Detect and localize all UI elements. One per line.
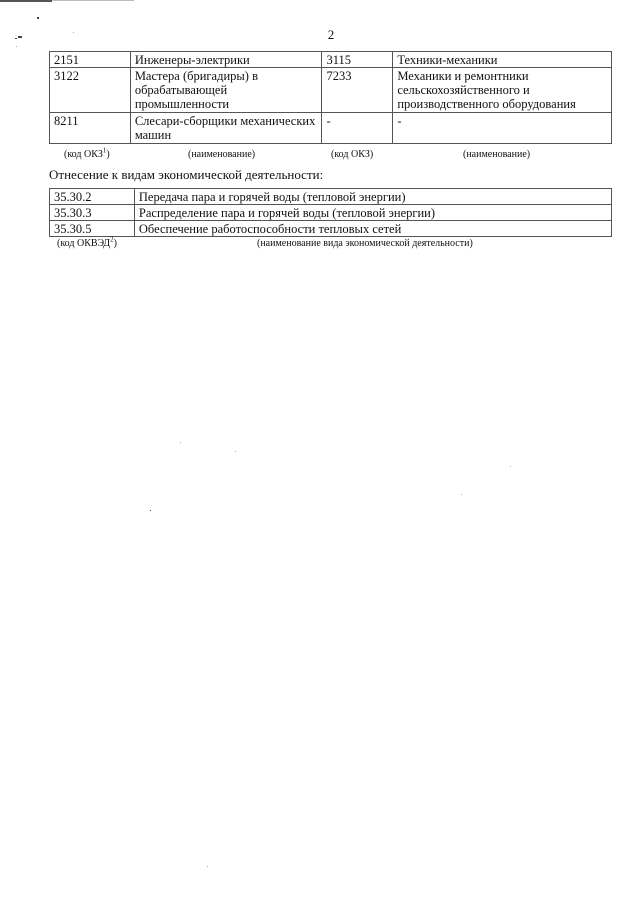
- occupation-name-cell: Техники-механики: [393, 52, 612, 68]
- okved-activity-table: [49, 188, 612, 237]
- scan-speck: [207, 866, 208, 867]
- table-row: [50, 189, 612, 205]
- okz-code-cell: 2151: [50, 52, 131, 68]
- okz-code-cell: 3122: [50, 68, 131, 113]
- caption-text: ): [113, 238, 117, 249]
- scan-speck: [150, 510, 151, 511]
- occupation-name-cell: Инженеры-электрики: [130, 52, 322, 68]
- okz-code-cell: 7233: [322, 68, 393, 113]
- table-row: [50, 68, 612, 113]
- activity-name-cell: Обеспечение работоспособности тепловых сетей: [134, 221, 611, 237]
- occupation-name-cell: Слесари-сборщики механических машин: [130, 113, 322, 144]
- table-row: [50, 221, 612, 237]
- scan-speck: [461, 494, 462, 495]
- scan-speck: [16, 46, 17, 47]
- activity-name-caption: (наименование вида экономической деятельности): [257, 238, 473, 249]
- okved-code-caption: [57, 235, 117, 249]
- scan-artifact-bar: [52, 0, 134, 1]
- activity-name-cell: Передача пара и горячей воды (тепловой энергии): [134, 189, 611, 205]
- okved-code-cell: 35.30.2: [50, 189, 135, 205]
- okved-table-captions: [0, 235, 640, 250]
- okz-code-caption: [64, 146, 110, 160]
- occupation-name-caption: (наименование): [188, 149, 256, 160]
- scan-speck: [235, 451, 236, 452]
- okved-code-cell: 35.30.3: [50, 205, 135, 221]
- footnote-marker: 1: [102, 146, 107, 155]
- okved-code-cell: 35.30.5: [50, 221, 135, 237]
- caption-text: (код ОКЗ: [64, 149, 103, 160]
- okz-code-cell: -: [322, 113, 393, 144]
- footnote-marker: 2: [110, 235, 114, 244]
- scan-artifact-bar: [0, 0, 52, 2]
- scan-speck: [37, 17, 39, 19]
- okz-table-captions: [0, 146, 640, 161]
- okz-code-caption: (код ОКЗ): [331, 149, 374, 160]
- table-row: [50, 113, 612, 144]
- page-number: 2: [327, 27, 335, 42]
- activity-name-cell: Распределение пара и горячей воды (тепловой энергии): [134, 205, 611, 221]
- occupation-name-cell: Механики и ремонтники сельскохозяйственного и производственного оборудования: [393, 68, 612, 113]
- caption-text: ): [106, 149, 110, 160]
- occupation-name-cell: -: [393, 113, 612, 144]
- caption-text: (код ОКВЭД: [57, 238, 111, 249]
- okz-code-cell: 3115: [322, 52, 393, 68]
- scan-speck: [180, 442, 181, 443]
- occupation-name-caption: (наименование): [463, 149, 531, 160]
- okz-occupation-table: [49, 51, 612, 144]
- okz-code-cell: 8211: [50, 113, 131, 144]
- table-row: [50, 52, 612, 68]
- section-heading-economic-activity: Отнесение к видам экономической деятельности:: [49, 167, 324, 182]
- scan-speck: [510, 466, 511, 467]
- occupation-name-cell: Мастера (бригадиры) в обрабатывающей промышленности: [130, 68, 322, 113]
- table-row: [50, 205, 612, 221]
